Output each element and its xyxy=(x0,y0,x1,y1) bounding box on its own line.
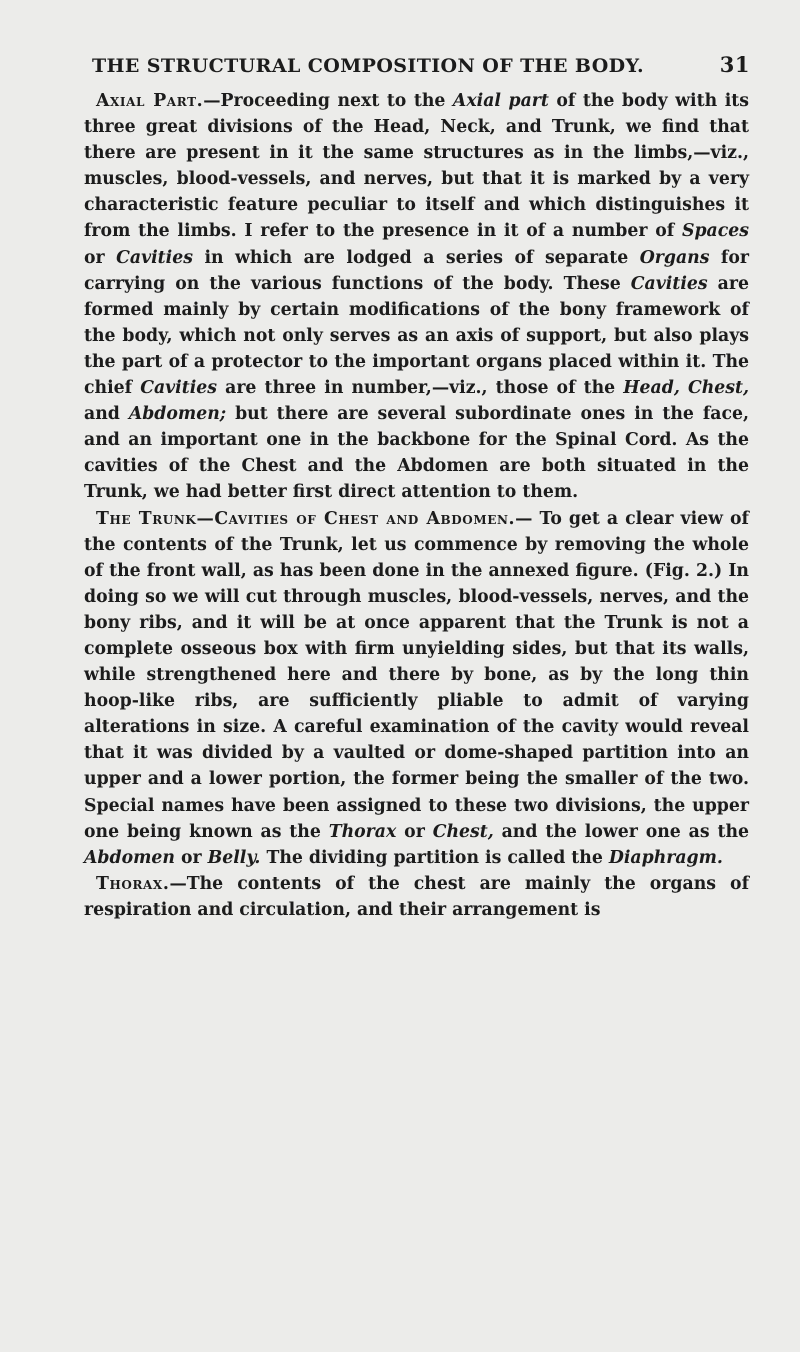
italic-term: Chest, xyxy=(432,821,494,842)
page-number: 31 xyxy=(719,52,750,77)
italic-term: Head, Chest, xyxy=(623,378,749,399)
paragraph-trunk xyxy=(84,506,749,871)
italic-term: Thorax xyxy=(328,821,397,842)
italic-term: Abdomen; xyxy=(128,404,227,425)
text-run: —Proceeding next to the xyxy=(203,91,453,111)
italic-term: Cavities xyxy=(630,273,708,294)
text-run: The dividing partition is called the xyxy=(260,847,609,868)
text-run: but there are several subordinate ones in the face, and an important one in the backbone for the Spinal Cord. As the cavities of the Chest and the Abdomen are both situated in the Trunk, we had better first direct attention to them. xyxy=(84,404,749,503)
text-run: are formed mainly by certain modifications of the bony framework of the body, which not only serves as an axis of support, but also plays the part of a protector to the important organs placed within it. The chief xyxy=(84,273,749,399)
italic-term: Cavities xyxy=(140,378,218,399)
text-run: — To get a clear view of the contents of the Trunk, let us commence by removing the whole of the front wall, as has been done in the annexed figure. (Fig. 2.) In doing so we will cut through muscles, blood-vessels, nerves, and the bony ribs, and it will be at once apparent that the Trunk is not a complete osseous box with firm unyielding sides, but that its walls, while strengthened here and there by bone, as by the long thin hoop-like ribs, are sufficiently pliable to admit of varying alterations in size. A careful examination of the cavity would reveal that it was divided by a vaulted or dome-shaped partition into an upper and a lower portion, the former being the smaller of the two. Special names have been assigned to these two divisions, the upper one being known as the xyxy=(84,508,749,842)
text-run: for carrying on the various functions of the body. These xyxy=(84,247,749,294)
text-run: and xyxy=(84,404,129,425)
section-heading-axial-part: Axial Part. xyxy=(96,91,204,111)
running-head xyxy=(92,52,750,77)
text-run: in which are lodged a series of separate xyxy=(192,247,640,268)
paragraph-thorax xyxy=(84,871,749,923)
text-run: or xyxy=(84,247,117,268)
text-run: or xyxy=(174,847,208,868)
italic-term: Belly. xyxy=(207,847,261,868)
italic-term: Abdomen xyxy=(84,847,175,868)
italic-term: Cavities xyxy=(116,247,193,268)
section-heading-thorax: Thorax. xyxy=(96,873,170,894)
italic-term: Spaces xyxy=(681,221,749,242)
text-run: and the lower one as the xyxy=(493,821,749,842)
text-run: —The contents of the chest are mainly the organs of respiration and circulation, and their arrangement is xyxy=(84,873,749,920)
text-run: of the body with its three great divisions of the Head, Neck, and Trunk, we find that there are present in it the same structures as in the limbs,—viz., muscles, blood-vessels, and nerves, but that it is marked by a very characteristic feature peculiar to itself and which distinguishes it from the limbs. I refer to the presence in it of a number of xyxy=(84,91,749,242)
text-run: or xyxy=(396,821,433,842)
italic-term: Axial part xyxy=(452,91,549,111)
running-head-title: THE STRUCTURAL COMPOSITION OF THE BODY. xyxy=(92,55,645,77)
text-run: are three in number,—viz., those of the xyxy=(217,378,624,399)
body-text xyxy=(84,88,749,923)
italic-term: Organs xyxy=(639,247,710,268)
italic-term: Diaphragm. xyxy=(608,847,723,868)
paragraph-axial-part xyxy=(84,88,749,506)
section-heading-trunk: The Trunk—Cavities of Chest and Abdomen. xyxy=(96,508,516,529)
